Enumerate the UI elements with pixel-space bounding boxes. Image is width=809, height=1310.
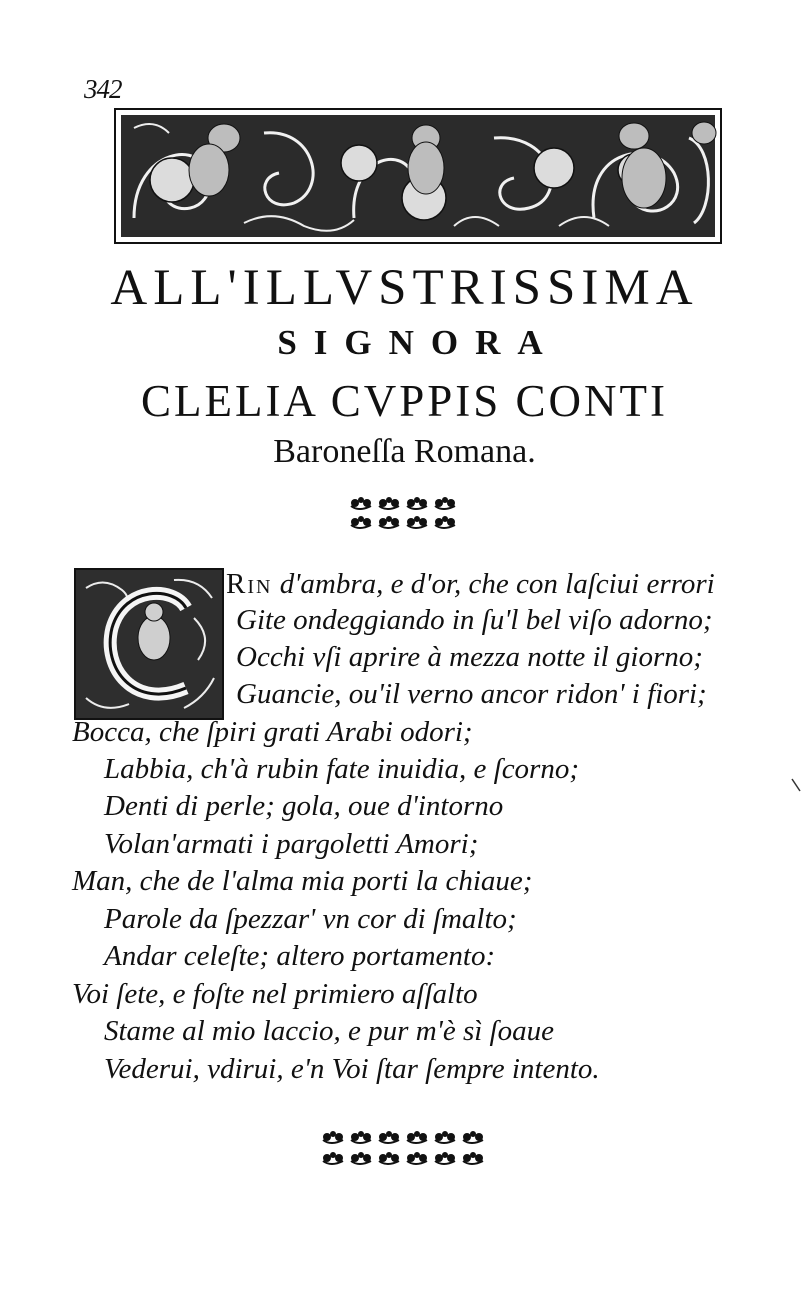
dedication-title: ALL'ILLVSTRISSIMA [110,260,699,316]
poem-line: Occhi vſi aprire à mezza notte il giorno; [236,641,703,673]
poem-line: Guancie, ou'il verno ancor ridon' i fiori; [236,678,707,710]
poem-line: Andar celeſte; altero portamento: [104,940,496,972]
margin-stroke [790,778,804,792]
poem-line [226,566,715,602]
poem-line: Stame al mio laccio, e pur m'è sì ſoaue [104,1015,554,1047]
poem-line: Labbia, ch'à rubin fate inuidia, e ſcorno; [104,753,580,785]
poem-line: Denti di perle; gola, oue d'intorno [104,790,504,822]
poem-line: Volan'armati i pargoletti Amori; [104,828,479,860]
poem-line: Voi ſete, e foſte nel primiero aſſalto [72,978,478,1010]
poem-line: Man, che de l'alma mia porti la chiaue; [72,865,533,897]
dedicatee-name: CLELIA CVPPIS CONTI [140,376,669,426]
dedicatee-rank: Baroneſſa Romana. [273,433,536,470]
historiated-initial-c-icon [74,568,224,720]
poem-line: Parole da ſpezzar' vn cor di ſmalto; [104,903,517,935]
fleuron-icon [0,1128,809,1170]
page-number: 342 [84,74,122,104]
poem-line: Bocca, che ſpiri grati Arabi odori; [72,716,473,748]
first-line-text: d'ambra, e d'or, che con laſciui errori [279,568,715,600]
dedication-subtitle: SIGNORA [277,323,560,362]
poem-line: Vederui, vdirui, e'n Voi ſtar ſempre intento. [104,1053,600,1085]
fleuron-icon [0,494,809,532]
poem-line: Gite ondeggiando in ſu'l bel viſo adorno; [236,604,713,636]
first-word-caps: Rin [226,568,273,600]
grotesque-headpiece-icon [114,108,722,244]
